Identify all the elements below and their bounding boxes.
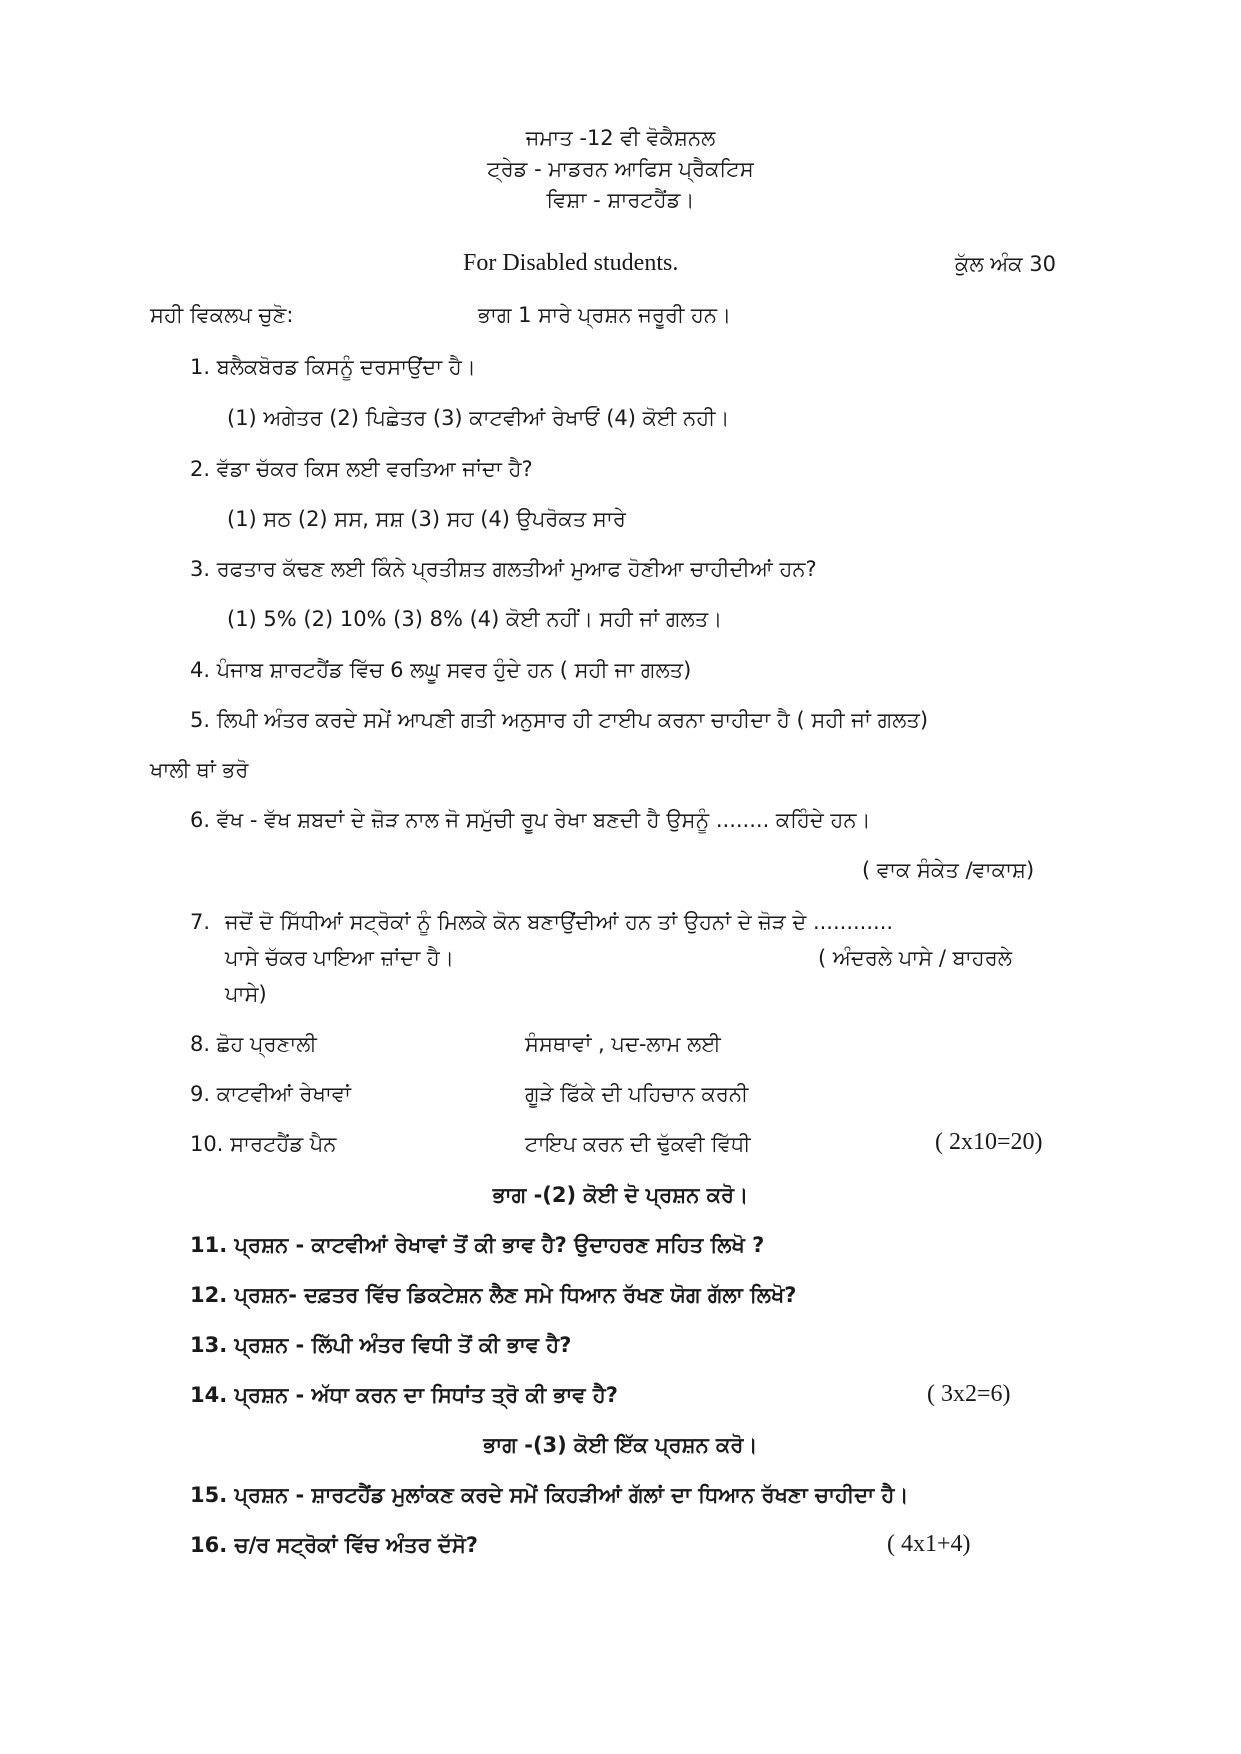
match-item-9-left: 9. ਕਾਟਵੀਆਂ ਰੇਖਾਵਾਂ [190, 1082, 351, 1106]
question-12: 12. ਪ੍ਰਸ਼ਨ- ਦਫ਼ਤਰ ਵਿੱਚ ਡਿਕਟੇਸ਼ਨ ਲੈਣ ਸਮੇ ਧਿਆਨ ਰੱਖਣ ਯੋਗ ਗੱਲਾ ਲਿਖੋ? [190, 1283, 797, 1307]
trade-title: ਟ੍ਰੇਡ - ਮਾਡਰਨ ਆਫਿਸ ਪ੍ਰੈਕਟਿਸ [487, 157, 754, 181]
part1-heading: ਭਾਗ 1 ਸਾਰੇ ਪ੍ਰਸ਼ਨ ਜਰੂਰੀ ਹਨ। [478, 303, 732, 327]
question-7-hint: ( ਅੰਦਰਲੇ ਪਾਸੇ / ਬਾਹਰਲੇ [818, 946, 1012, 970]
for-disabled-label: For Disabled students. [463, 250, 679, 276]
question-6-hint: ( ਵਾਕ ਸੰਕੇਤ /ਵਾਕਾਸ਼) [862, 858, 1035, 882]
question-5: 5. ਲਿਪੀ ਅੰਤਰ ਕਰਦੇ ਸਮੇਂ ਆਪਣੀ ਗਤੀ ਅਨੁਸਾਰ ਹੀ ਟਾਈਪ ਕਰਨਾ ਚਾਹੀਦਾ ਹੈ ( ਸਹੀ ਜਾਂ ਗਲਤ) [190, 708, 929, 732]
part3-marks: ( 4x1+4) [887, 1531, 971, 1557]
instruction-choose-option: ਸਹੀ ਵਿਕਲਪ ਚੁਣੋ: [150, 303, 294, 327]
question-2-options: (1) ਸਠ (2) ਸਸ, ਸਸ਼ (3) ਸਹ (4) ਉਪਰੋਕਤ ਸਾਰੇ [227, 507, 626, 531]
match-item-9-right: ਗੂੜੇ ਫਿੱਕੇ ਦੀ ਪਹਿਚਾਨ ਕਰਨੀ [525, 1082, 749, 1106]
question-1: 1. ਬਲੈਕਬੋਰਡ ਕਿਸਨੂੰ ਦਰਸਾਉਂਦਾ ਹੈ। [190, 355, 476, 379]
question-4: 4. ਪੰਜਾਬ ਸ਼ਾਰਟਹੈਂਡ ਵਿੱਚ 6 ਲਘੂ ਸਵਰ ਹੁੰਦੇ ਹਨ ( ਸਹੀ ਜਾ ਗਲਤ) [190, 658, 692, 682]
match-item-10-left: 10. ਸਾਰਟਹੈਂਡ ਪੈਨ [190, 1132, 337, 1156]
fill-blanks-heading: ਖਾਲੀ ਥਾਂ ਭਰੋ [150, 758, 249, 782]
part2-heading: ਭਾਗ -(2) ਕੋਈ ਦੋ ਪ੍ਰਸ਼ਨ ਕਰੋ। [492, 1183, 749, 1207]
question-11: 11. ਪ੍ਰਸ਼ਨ - ਕਾਟਵੀਆਂ ਰੇਖਾਵਾਂ ਤੋਂ ਕੀ ਭਾਵ ਹੈ? ਉਦਾਹਰਣ ਸਹਿਤ ਲਿਖੋ ? [190, 1233, 765, 1257]
question-7-line3: ਪਾਸੇ) [225, 982, 267, 1006]
match-item-8-right: ਸੰਸਥਾਵਾਂ , ਪਦ-ਲਾਮ ਲਈ [525, 1032, 721, 1056]
question-13: 13. ਪ੍ਰਸ਼ਨ - ਲਿੱਪੀ ਅੰਤਰ ਵਿਧੀ ਤੋਂ ਕੀ ਭਾਵ ਹੈ? [190, 1333, 572, 1357]
question-3: 3. ਰਫਤਾਰ ਕੱਢਣ ਲਈ ਕਿੰਨੇ ਪ੍ਰਤੀਸ਼ਤ ਗਲਤੀਆਂ ਮੁਆਫ ਹੋਣੀਆ ਚਾਹੀਦੀਆਂ ਹਨ? [190, 557, 817, 581]
subject-title: ਵਿਸ਼ਾ - ਸ਼ਾਰਟਹੈਂਡ। [546, 188, 695, 212]
question-14: 14. ਪ੍ਰਸ਼ਨ - ਅੱਧਾ ਕਰਨ ਦਾ ਸਿਧਾਂਤ ਤ੍ਰੋ ਕੀ ਭਾਵ ਹੈ? [190, 1383, 618, 1407]
part2-marks: ( 3x2=6) [927, 1381, 1011, 1407]
question-7-line1: ਜਦੋਂ ਦੋ ਸਿੱਧੀਆਂ ਸਟ੍ਰੋਕਾਂ ਨੂੰ ਮਿਲਕੇ ਕੋਨ ਬਣਾਉਂਦੀਆਂ ਹਨ ਤਾਂ ਉਹਨਾਂ ਦੇ ਜ਼ੋੜ ਦੇ ............ [225, 910, 894, 934]
part3-heading: ਭਾਗ -(3) ਕੋਈ ਇੱਕ ਪ੍ਰਸ਼ਨ ਕਰੋ। [483, 1433, 758, 1457]
question-7-line2: ਪਾਸੇ ਚੱਕਰ ਪਾਇਆ ਜ਼ਾਂਦਾ ਹੈ। [225, 946, 454, 970]
total-marks: ਕੁੱਲ ਅੰਕ 30 [955, 252, 1056, 276]
match-item-10-right: ਟਾਇਪ ਕਰਨ ਦੀ ਢੁੱਕਵੀ ਵਿੱਧੀ [525, 1132, 751, 1156]
question-3-options: (1) 5% (2) 10% (3) 8% (4) ਕੋਈ ਨਹੀਂ। ਸਹੀ ਜਾਂ ਗਲਤ। [227, 607, 723, 631]
class-title: ਜਮਾਤ -12 ਵੀ ਵੋਕੈਸ਼ਨਲ [525, 126, 716, 150]
question-16: 16. ਚ/ਰ ਸਟ੍ਰੋਕਾਂ ਵਿੱਚ ਅੰਤਰ ਦੱਸੋ? [190, 1533, 478, 1557]
part1-marks: ( 2x10=20) [935, 1129, 1043, 1155]
question-15: 15. ਪ੍ਰਸ਼ਨ - ਸ਼ਾਰਟਹੈਂਡ ਮੁਲਾਂਕਣ ਕਰਦੇ ਸਮੇਂ ਕਿਹੜੀਆਂ ਗੱਲਾਂ ਦਾ ਧਿਆਨ ਰੱਖਣਾ ਚਾਹੀਦਾ ਹੈ। [190, 1483, 909, 1507]
question-1-options: (1) ਅਗੇਤਰ (2) ਪਿਛੇਤਰ (3) ਕਾਟਵੀਆਂ ਰੇਖਾਓਂ (4) ਕੋਈ ਨਹੀ। [227, 406, 730, 430]
question-2: 2. ਵੱਡਾ ਚੱਕਰ ਕਿਸ ਲਈ ਵਰਤਿਆ ਜਾਂਦਾ ਹੈ? [190, 457, 533, 481]
question-7-number: 7. [190, 910, 211, 934]
match-item-8-left: 8. ਛੋਹ ਪ੍ਰਣਾਲੀ [190, 1032, 317, 1056]
question-6: 6. ਵੱਖ - ਵੱਖ ਸ਼ਬਦਾਂ ਦੇ ਜ਼ੋੜ ਨਾਲ ਜੋ ਸਮੁੱਚੀ ਰੂਪ ਰੇਖਾ ਬਣਦੀ ਹੈ ਉਸਨੂੰ ........ ਕਹਿੰਦੇ ਹਨ। [190, 808, 871, 832]
